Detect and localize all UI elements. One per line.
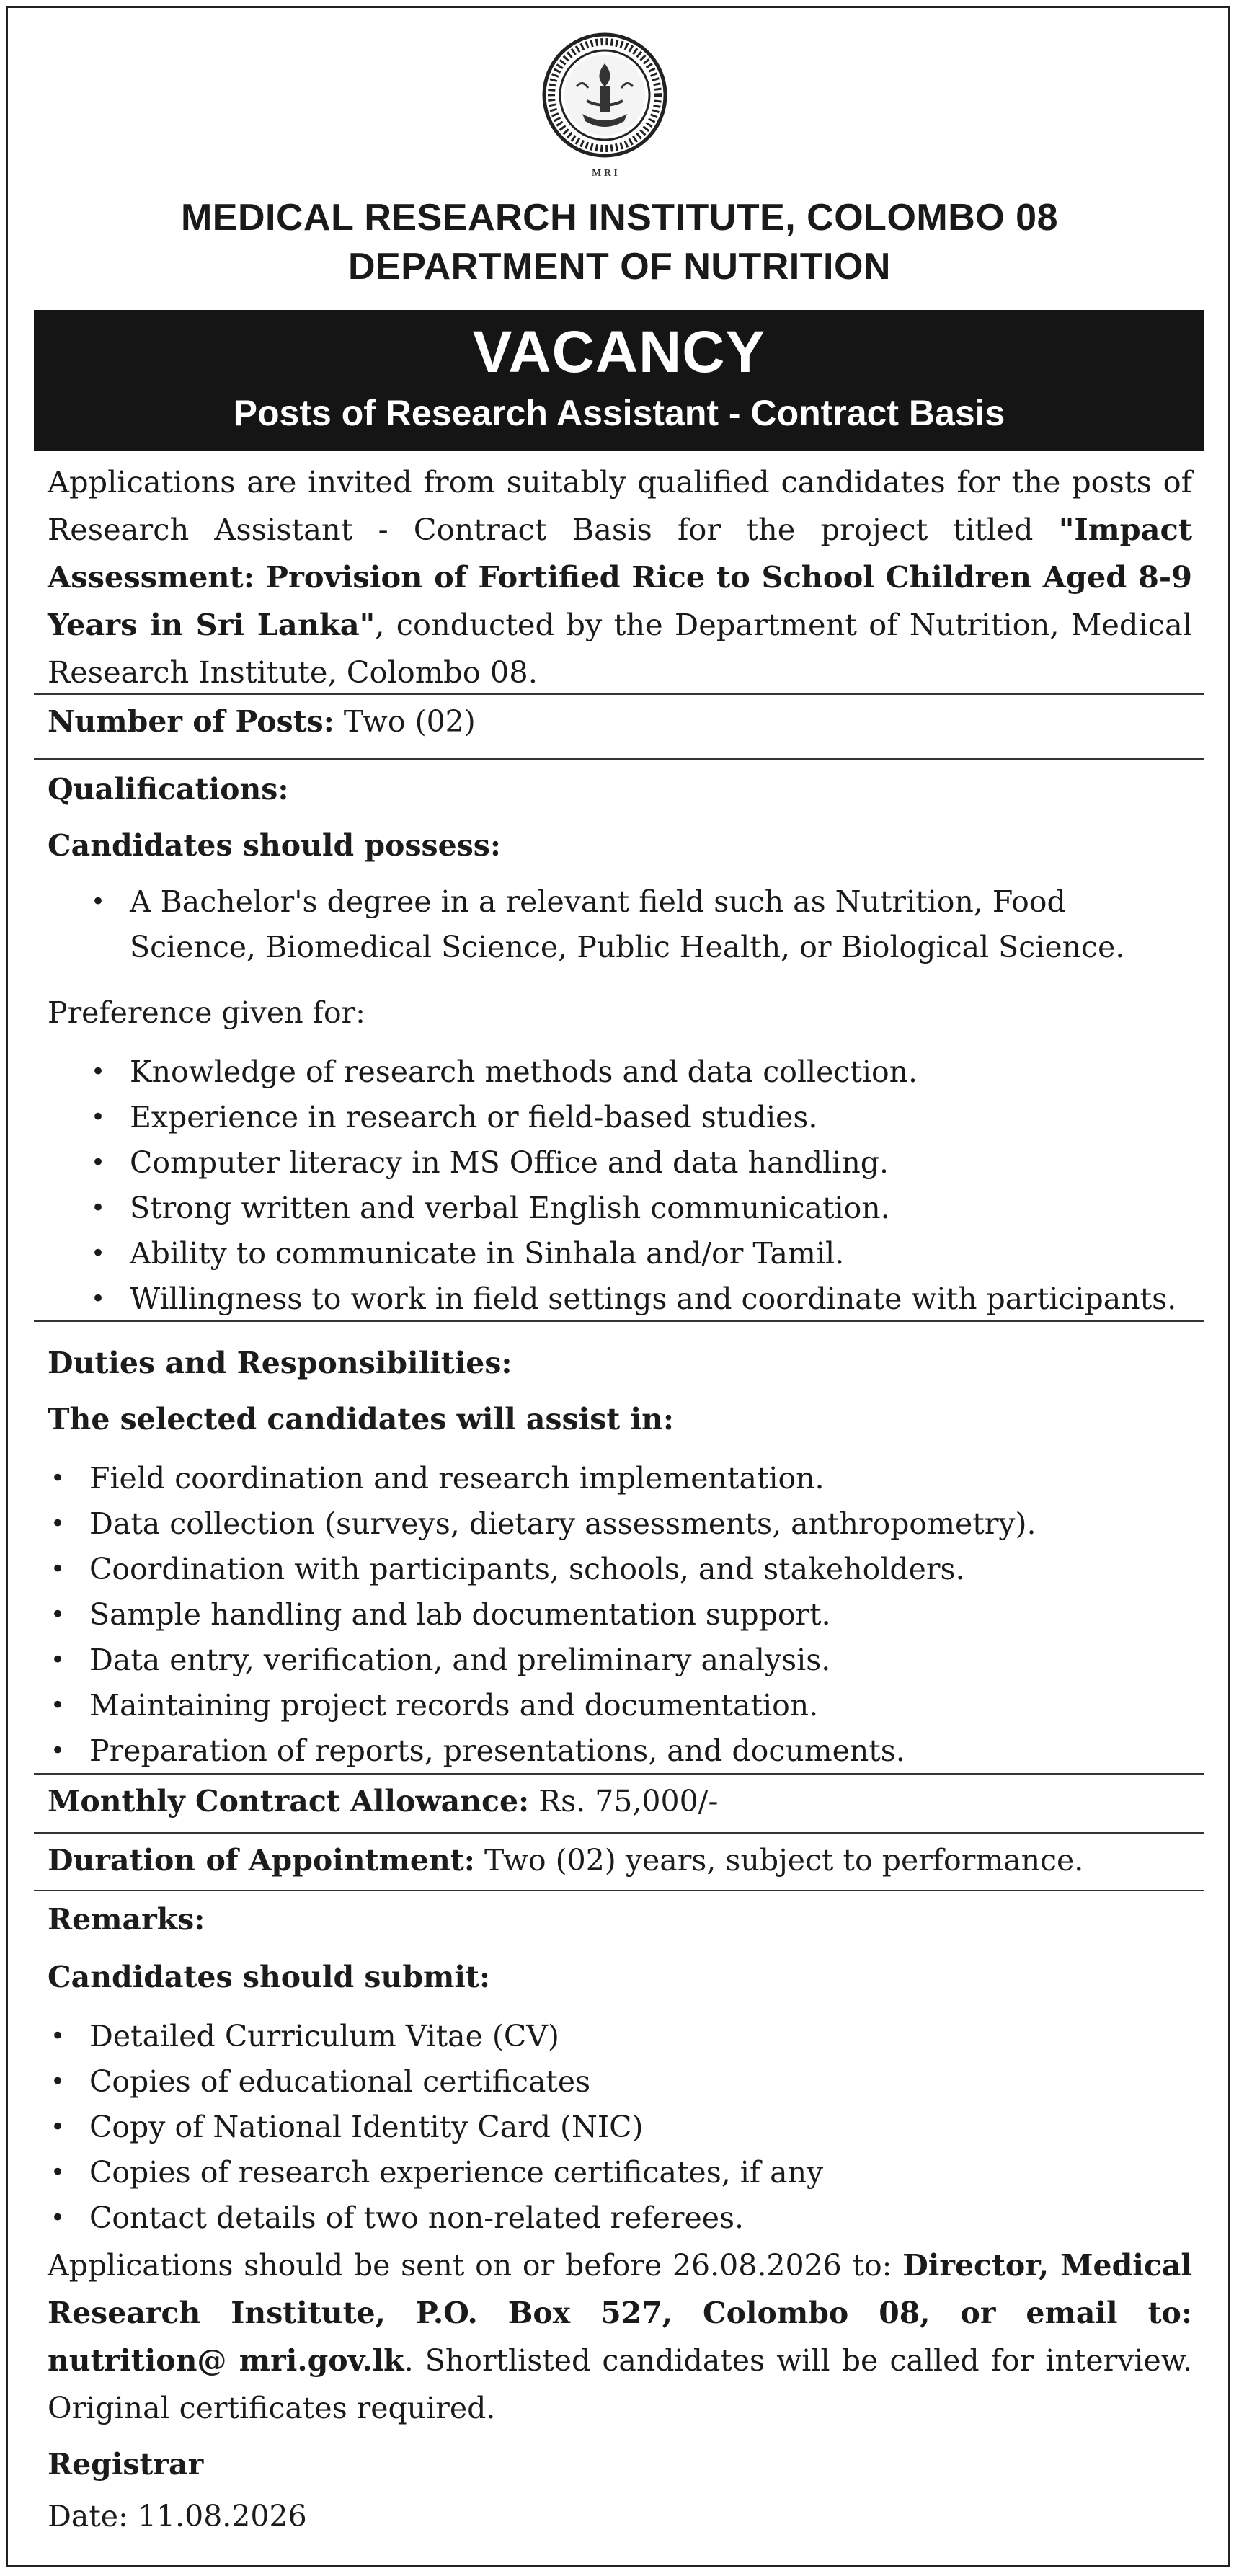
possess-list: [88, 879, 1198, 970]
duties-subheading: The selected candidates will assist in:: [48, 1402, 675, 1436]
list-item: • Maintaining project records and documentation.: [48, 1683, 1036, 1728]
intro-text-1: Applications are invited from suitably qualified candidates for the posts of Research Assistant - Contract Basis for the project titled: [48, 464, 1192, 547]
notice-date: Date: 11.08.2026: [48, 2499, 307, 2533]
list-item: • Field coordination and research implementation.: [48, 1456, 1036, 1501]
closing-text-2: . Shortlisted candidates will be called for interview. Original certificates required.: [48, 2343, 1192, 2425]
list-item: • A Bachelor's degree in a relevant field such as Nutrition, Food Science, Biomedical Science, Public Health, or Biological Science.: [88, 879, 1198, 970]
list-item: • Knowledge of research methods and data collection.: [88, 1049, 1176, 1095]
closing-paragraph: [48, 2242, 1192, 2432]
list-item: • Computer literacy in MS Office and data handling.: [88, 1140, 1176, 1186]
department-name: DEPARTMENT OF NUTRITION: [348, 246, 891, 288]
list-item: • Coordination with participants, schools, and stakeholders.: [48, 1547, 1036, 1592]
institute-name: MEDICAL RESEARCH INSTITUTE, COLOMBO 08: [180, 197, 1058, 239]
allowance-label: Monthly Contract Allowance:: [48, 1784, 530, 1818]
project-title: "Impact Assessment: Provision of Fortified Rice to School Children Aged 8-9 Years in Sri Lanka": [48, 512, 1192, 642]
list-item: • Copy of National Identity Card (NIC): [48, 2105, 823, 2150]
list-item: • Sample handling and lab documentation support.: [48, 1592, 1036, 1638]
divider: [34, 1890, 1204, 1891]
number-of-posts: [48, 698, 476, 745]
emblem-caption: M R I: [592, 168, 618, 179]
signatory-title: Registrar: [48, 2447, 204, 2482]
duration-value: Two (02) years, subject to performance.: [474, 1843, 1084, 1878]
divider: [34, 758, 1204, 760]
duties-list: [48, 1456, 1036, 1774]
remarks-subheading: Candidates should submit:: [48, 1960, 491, 1994]
list-item: • Preparation of reports, presentations, and documents.: [48, 1728, 1036, 1774]
list-item: • Detailed Curriculum Vitae (CV): [48, 2014, 823, 2059]
duration-of-appointment: [48, 1836, 1083, 1884]
vacancy-title: VACANCY: [472, 319, 766, 385]
list-item: • Strong written and verbal English communication.: [88, 1186, 1176, 1231]
allowance-value: Rs. 75,000/-: [529, 1784, 719, 1818]
list-item: • Willingness to work in field settings and coordinate with participants.: [88, 1276, 1176, 1322]
duration-label: Duration of Appointment:: [48, 1843, 475, 1878]
list-item: • Copies of educational certificates: [48, 2059, 823, 2105]
divider: [34, 693, 1204, 695]
mri-emblem-icon: [539, 29, 670, 182]
qualifications-heading: Qualifications:: [48, 772, 289, 807]
list-item: • Copies of research experience certificates, if any: [48, 2150, 823, 2195]
posts-value: Two (02): [334, 704, 476, 739]
preference-list: [88, 1049, 1176, 1322]
divider: [34, 1773, 1204, 1775]
divider: [34, 1832, 1204, 1834]
intro-text-2: , conducted by the Department of Nutrition, Medical Research Institute, Colombo 08.: [48, 607, 1192, 690]
intro-paragraph: [48, 458, 1192, 696]
vacancy-subtitle: Posts of Research Assistant - Contract Basis: [233, 393, 1005, 433]
list-item: • Data collection (surveys, dietary assessments, anthropometry).: [48, 1501, 1036, 1547]
vacancy-banner: [34, 310, 1204, 451]
posts-label: Number of Posts:: [48, 704, 334, 739]
remarks-heading: Remarks:: [48, 1902, 205, 1937]
closing-text-1: Applications should be sent on or before 26.08.2026 to:: [48, 2248, 903, 2283]
submission-address: Director, Medical Research Institute, P.O. Box 527, Colombo 08, or email to: nutrition@ mri.gov.lk: [48, 2248, 1192, 2378]
preference-heading: Preference given for:: [48, 995, 365, 1030]
monthly-allowance: [48, 1777, 718, 1825]
list-item: • Ability to communicate in Sinhala and/or Tamil.: [88, 1231, 1176, 1276]
duties-heading: Duties and Responsibilities:: [48, 1346, 512, 1380]
divider: [34, 1320, 1204, 1322]
list-item: • Experience in research or field-based studies.: [88, 1095, 1176, 1140]
list-item: • Contact details of two non-related referees.: [48, 2195, 823, 2241]
list-item: • Data entry, verification, and preliminary analysis.: [48, 1638, 1036, 1683]
possess-heading: Candidates should possess:: [48, 828, 501, 863]
remarks-list: [48, 2014, 823, 2241]
